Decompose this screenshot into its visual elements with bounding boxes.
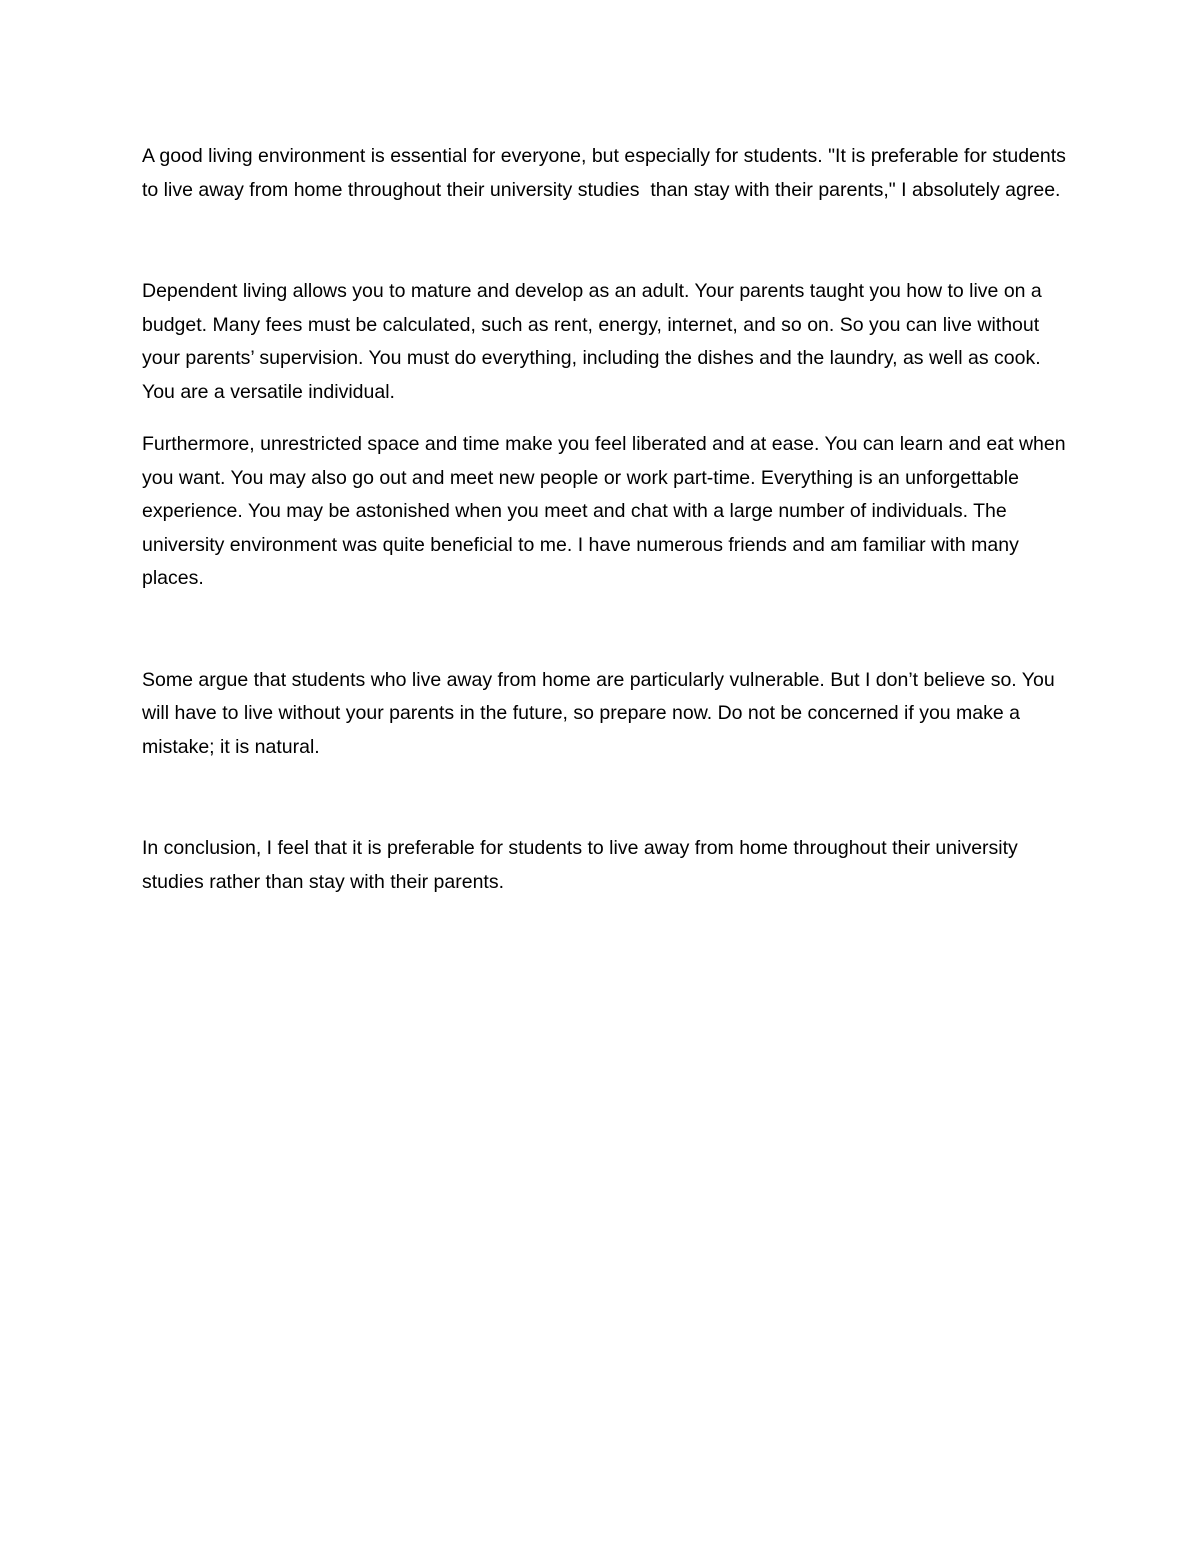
paragraph-introduction: A good living environment is essential for everyone, but especially for students. "It is preferable for students to live away from home throughout their university studies than stay with their parents," I absolutely agree. [142,145,1072,201]
document-body [142,140,1072,899]
paragraph-body-2: Furthermore, unrestricted space and time make you feel liberated and at ease. You can learn and eat when you want. You may also go out and meet new people or work part-time. Everything is an unforgettable experience. You may be astonished when you meet and chat with a large number of individuals. The university environment was quite beneficial to me. I have numerous friends and am familiar with many places. [142,433,1071,589]
paragraph-body-1: Dependent living allows you to mature and develop as an adult. Your parents taught you how to live on a budget. Many fees must be calculated, such as rent, energy, internet, and so on. So you can live without your parents’ supervision. You must do everything, including the dishes and the laundry, as well as cook. You are a versatile individual. [142,280,1048,403]
paragraph-conclusion: In conclusion, I feel that it is preferable for students to live away from home throughout their university studies rather than stay with their parents. [142,837,1024,893]
paragraph-counterargument: Some argue that students who live away from home are particularly vulnerable. But I don’t believe so. You will have to live without your parents in the future, so prepare now. Do not be concerned if you make a mistake; it is natural. [142,668,1061,758]
